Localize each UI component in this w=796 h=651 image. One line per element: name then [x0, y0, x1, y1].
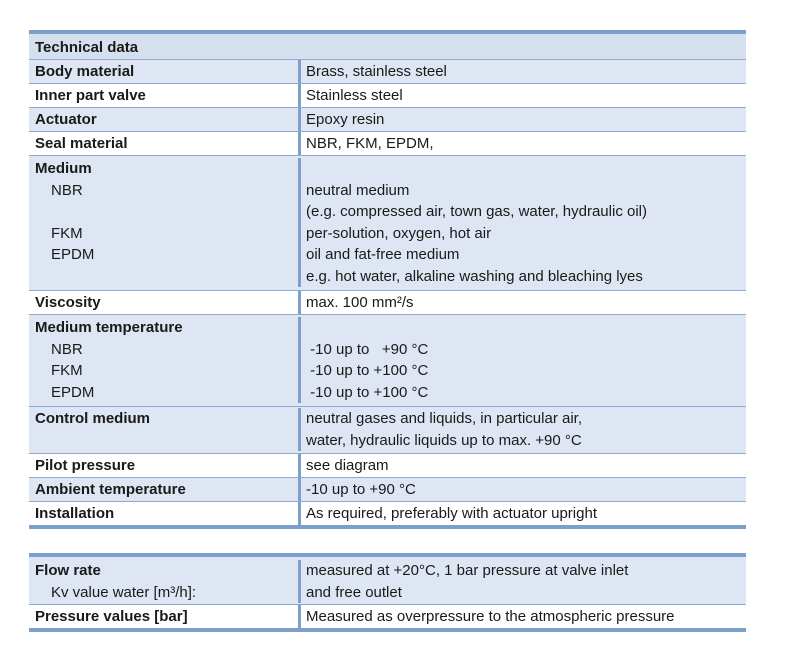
row-value: oil and fat-free medium [306, 246, 460, 263]
row-value: e.g. hot water, alkaline washing and bleaching lyes [306, 267, 643, 285]
table-row [29, 605, 746, 628]
flow-rate-table [29, 553, 746, 632]
row-label: Medium [35, 160, 92, 177]
row-label: Body material [35, 63, 135, 80]
row-value: measured at +20°C, 1 bar pressure at valve inlet [306, 562, 629, 579]
table-row [29, 132, 746, 156]
row-value: As required, preferably with actuator upright [306, 505, 597, 522]
row-value: neutral medium [306, 181, 410, 199]
row-value: -10 up to +90 °C [306, 340, 429, 358]
row-label: Pressure values [bar] [35, 608, 188, 625]
row-value: Stainless steel [306, 87, 403, 104]
row-value: per-solution, oxygen, hot air [306, 224, 492, 242]
row-label: Viscosity [35, 294, 101, 311]
temp-fkm-label: FKM [51, 362, 83, 379]
medium-nbr-label: NBR [51, 181, 83, 199]
row-label: Seal material [35, 135, 128, 152]
medium-epdm-label: EPDM [51, 246, 95, 263]
row-value: water, hydraulic liquids up to max. +90 °C [306, 431, 582, 449]
row-value: Epoxy resin [306, 111, 385, 128]
table-bottom-border [29, 628, 746, 632]
row-label: Installation [35, 505, 115, 522]
table-bottom-border [29, 525, 746, 529]
row-value: NBR, FKM, EPDM, [306, 135, 434, 152]
row-label: Actuator [35, 111, 97, 128]
table-row [29, 557, 746, 605]
row-label: Control medium [35, 410, 150, 427]
table-row [29, 478, 746, 502]
table-row [29, 60, 746, 84]
medium-fkm-label: FKM [51, 224, 83, 242]
table-row [29, 108, 746, 132]
row-value: neutral gases and liquids, in particular air, [306, 410, 582, 427]
row-value: (e.g. compressed air, town gas, water, hydraulic oil) [306, 203, 647, 220]
row-label: Flow rate [35, 562, 101, 579]
table-row [29, 315, 746, 407]
row-value: -10 up to +100 °C [306, 383, 429, 401]
row-label: Medium temperature [35, 319, 183, 336]
table-row [29, 156, 746, 291]
table-row [29, 84, 746, 108]
technical-data-table [29, 30, 746, 529]
row-label: Inner part valve [35, 87, 146, 104]
table-row [29, 407, 746, 454]
row-label: Ambient temperature [35, 481, 186, 498]
table-row [29, 291, 746, 315]
row-value: -10 up to +100 °C [306, 362, 429, 379]
table-row [29, 454, 746, 478]
table-row [29, 502, 746, 525]
row-value: -10 up to +90 °C [306, 481, 416, 498]
row-value: Measured as overpressure to the atmospheric pressure [306, 608, 675, 625]
table-title: Technical data [29, 34, 746, 60]
row-value: and free outlet [306, 583, 402, 601]
temp-epdm-label: EPDM [51, 383, 95, 401]
kv-value-label: Kv value water [m³/h]: [51, 583, 197, 601]
row-value: max. 100 mm²/s [306, 294, 414, 311]
row-value: see diagram [306, 457, 389, 474]
row-value: Brass, stainless steel [306, 63, 447, 80]
row-label: Pilot pressure [35, 457, 136, 474]
temp-nbr-label: NBR [51, 340, 83, 358]
